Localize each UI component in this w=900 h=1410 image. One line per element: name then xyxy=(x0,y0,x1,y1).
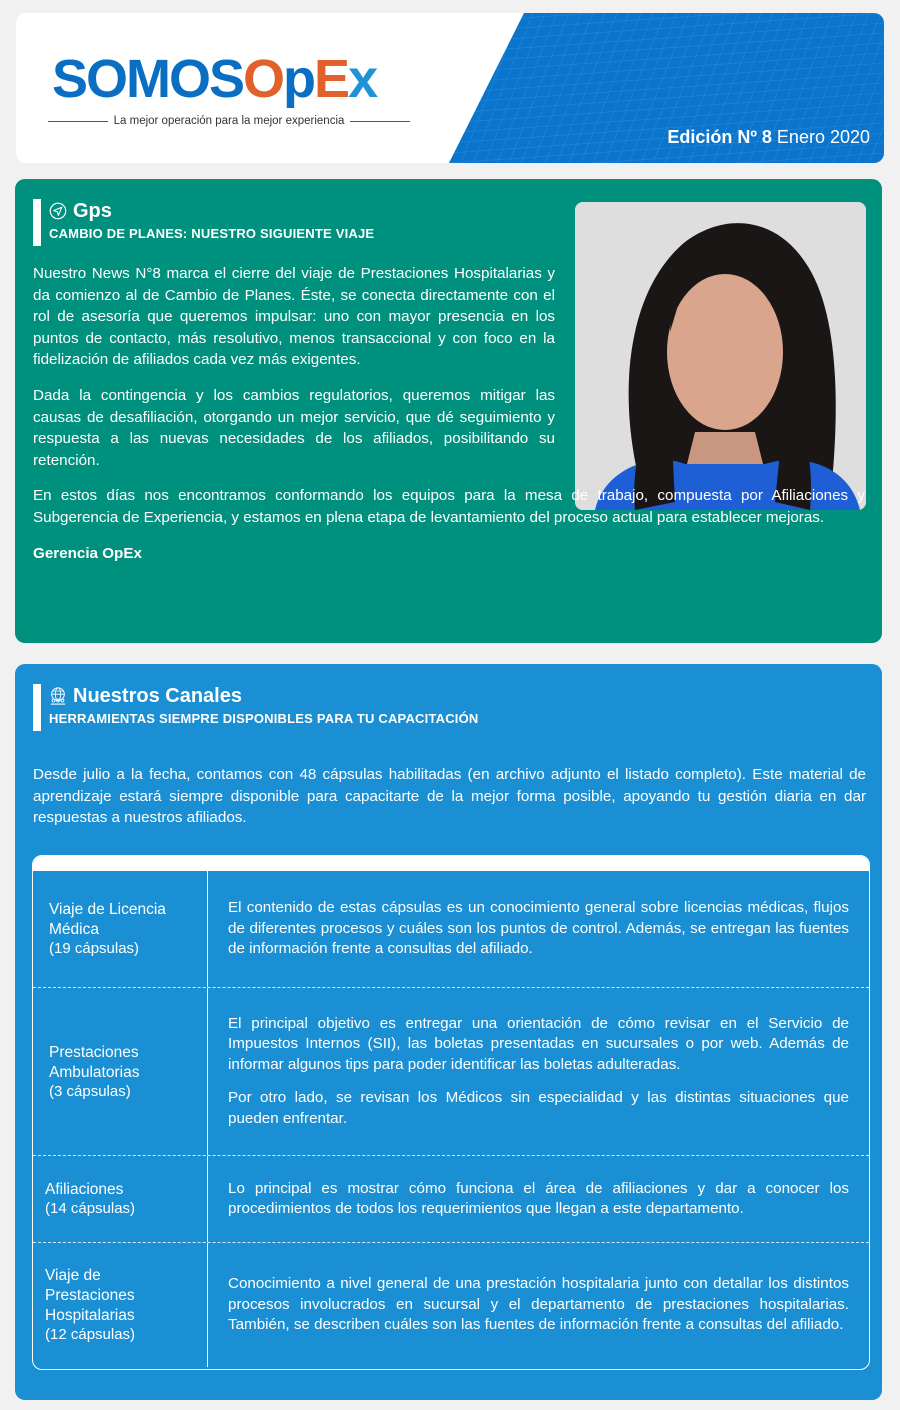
edition-date: Enero 2020 xyxy=(776,127,870,147)
table-row xyxy=(33,871,869,988)
logo-e: E xyxy=(314,49,349,109)
section-subtitle: CAMBIO DE PLANES: NUESTRO SIGUIENTE VIAJE xyxy=(49,226,375,241)
capsule-desc: Por otro lado, se revisan los Médicos sin especialidad y las distintas situaciones que pueden enfrentar. xyxy=(228,1089,849,1127)
capsule-name: Afiliaciones xyxy=(45,1181,124,1198)
capsule-desc-cell xyxy=(208,988,869,1155)
capsule-name-cell xyxy=(33,1243,208,1367)
section-header xyxy=(33,199,374,246)
table-row xyxy=(33,1156,869,1243)
gps-title: Gps xyxy=(73,200,112,222)
newsletter-header xyxy=(16,13,884,163)
paragraph: Dada la contingencia y los cambios regulatorios, queremos mitigar las causas de desafiliación, otorgando un mejor servicio, que dé seguimiento y respuesta a las nuevas necesidades de los afiliados, posibilitando su retención. xyxy=(33,386,555,469)
somosopex-logo xyxy=(52,49,376,109)
capsule-name: Viaje de Licencia Médica xyxy=(49,901,166,938)
tagline-text: La mejor operación para la mejor experiencia xyxy=(113,115,345,127)
tagline xyxy=(48,115,410,127)
canales-section xyxy=(15,664,882,1400)
globe-people-icon xyxy=(49,687,67,705)
gps-body xyxy=(33,263,865,578)
accent-bar xyxy=(33,199,41,246)
canales-title: Nuestros Canales xyxy=(73,685,242,707)
capsule-desc-cell xyxy=(208,1243,869,1367)
logo-somos: SOMOS xyxy=(52,49,244,109)
section-title xyxy=(49,684,479,708)
capsule-count: (19 cápsulas) xyxy=(49,940,140,957)
divider xyxy=(350,121,410,122)
table-row xyxy=(33,1243,869,1367)
logo-p: p xyxy=(283,49,315,109)
capsule-desc: El principal objetivo es entregar una orientación de cómo revisar en el Servicio de Impuestos Internos (SII), las boletas presentadas en sucursales o por web. Además de informar algunos tips para poder identificar las boletas adulteradas. xyxy=(228,1014,849,1073)
capsule-desc: El contenido de estas cápsulas es un conocimiento general sobre licencias médicas, flujos de diferentes procesos y cuáles son los puntos de control. Además, se entregan las fuentes de información frente a consultas del afiliado. xyxy=(228,899,849,958)
navigation-arrow-icon xyxy=(49,202,67,220)
table-header-strip xyxy=(33,856,869,871)
capsule-desc-cell xyxy=(208,1156,869,1242)
gps-section xyxy=(15,179,882,643)
capsule-name: Viaje de Prestaciones Hospitalarias xyxy=(45,1267,135,1324)
signature: Gerencia OpEx xyxy=(33,544,142,562)
canales-intro: Desde julio a la fecha, contamos con 48 cápsulas habilitadas (en archivo adjunto el listado completo). Este material de aprendizaje estará siempre disponible para capacitarte de la mejor forma posible, apoyando tu gestión diaria en dar respuestas a nuestros afiliados. xyxy=(33,766,866,826)
edition-info xyxy=(667,127,870,148)
capsule-name: Prestaciones Ambulatorias xyxy=(49,1043,140,1081)
logo-o: O xyxy=(243,49,284,109)
capsule-count: (3 cápsulas) xyxy=(49,1082,131,1100)
capsule-name-cell xyxy=(33,1156,208,1242)
table-row xyxy=(33,988,869,1156)
capsule-desc-cell xyxy=(208,871,869,987)
capsules-table xyxy=(32,855,870,1370)
capsule-name-cell xyxy=(33,871,208,987)
capsule-desc: Lo principal es mostrar cómo funciona el área de afiliaciones y dar a conocer los procedimientos de todos los requerimientos que llegan a este departamento. xyxy=(228,1179,849,1217)
capsule-desc: Conocimiento a nivel general de una prestación hospitalaria junto con detallar los distintos procesos involucrados en sucursal y el departamento de prestaciones hospitalarias. También, se describen cuáles son las fuentes de información frente a consultas del afiliado. xyxy=(228,1275,849,1334)
logo-x: x xyxy=(348,49,377,109)
paragraph: En estos días nos encontramos conformando los equipos para la mesa de trabajo, compuesta por Afiliaciones y Subgerencia de Experiencia, y estamos en plena etapa de levantamiento del proceso actual para establecer mejoras. xyxy=(33,487,865,526)
section-subtitle: HERRAMIENTAS SIEMPRE DISPONIBLES PARA TU CAPACITACIÓN xyxy=(49,711,479,726)
capsule-count: (12 cápsulas) xyxy=(45,1326,136,1343)
section-header xyxy=(33,684,479,731)
edition-number: Edición Nº 8 xyxy=(667,127,772,147)
capsule-count: (14 cápsulas) xyxy=(45,1200,136,1217)
capsule-name-cell xyxy=(33,988,208,1155)
section-title xyxy=(49,199,374,223)
accent-bar xyxy=(33,684,41,731)
paragraph: Nuestro News N°8 marca el cierre del viaje de Prestaciones Hospitalarias y da comienzo al de Cambio de Planes. Éste, se conecta directamente con el rol de asesoría que queremos impulsar: uno con mayor presencia en los puntos de contacto, más resolutivo, menos transaccional y con foco en la fidelización de afiliados cada vez más exigentes. xyxy=(33,265,555,369)
divider xyxy=(48,121,108,122)
